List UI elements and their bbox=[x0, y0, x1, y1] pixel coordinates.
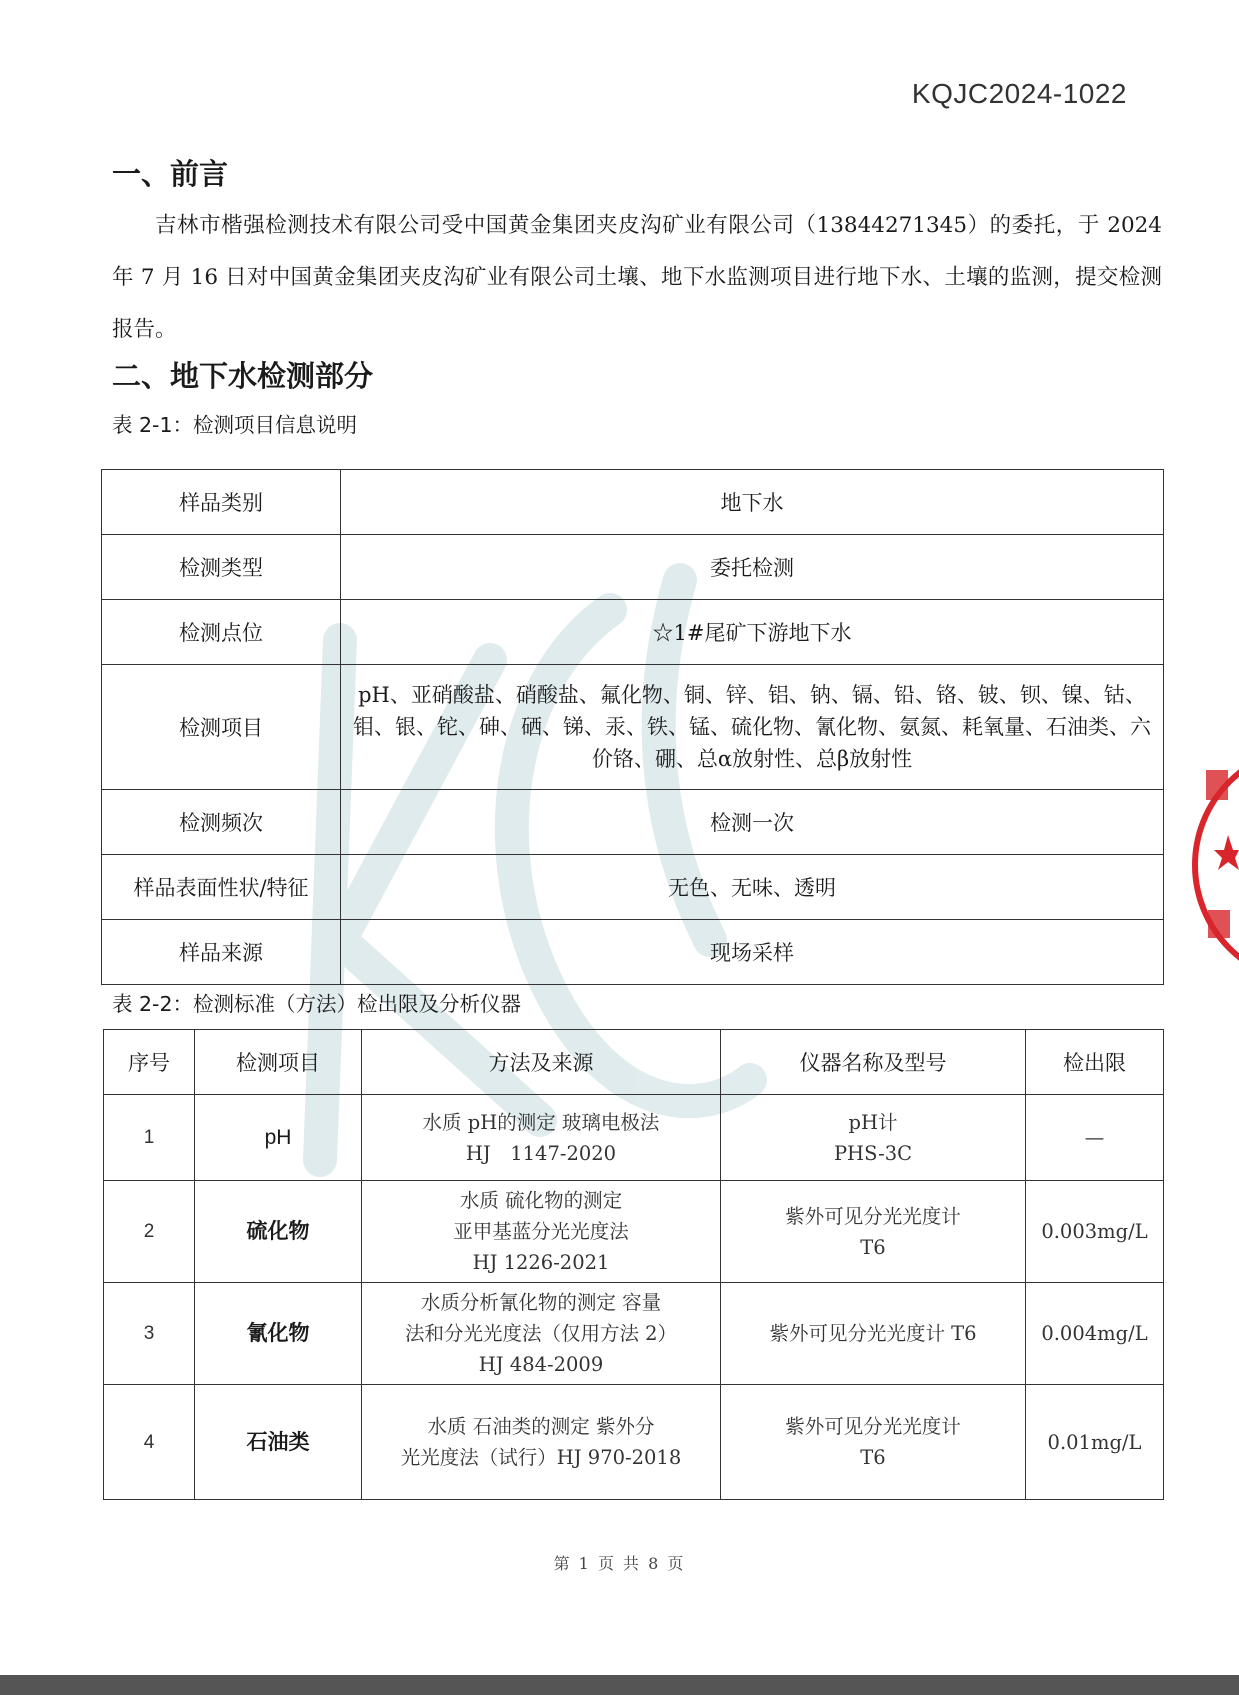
table2-caption: 表 2-2：检测标准（方法）检出限及分析仪器 bbox=[112, 992, 521, 1016]
row-method: 水质 石油类的测定 紫外分 光光度法（试行）HJ 970-2018 bbox=[362, 1385, 721, 1500]
row-item: 硫化物 bbox=[195, 1181, 362, 1283]
table-header-row bbox=[104, 1030, 1164, 1095]
table-row bbox=[104, 1385, 1164, 1500]
table-row bbox=[104, 1181, 1164, 1283]
section-title-preface: 一、前言 bbox=[112, 157, 229, 191]
row-instrument: 紫外可见分光光度计 T6 bbox=[721, 1181, 1026, 1283]
table-row bbox=[102, 470, 1164, 535]
info-label: 检测类型 bbox=[102, 535, 341, 600]
scan-edge-bar bbox=[0, 1675, 1239, 1695]
col-header-no: 序号 bbox=[104, 1030, 195, 1095]
table1-caption: 表 2-1：检测项目信息说明 bbox=[112, 413, 357, 437]
info-value: ☆1#尾矿下游地下水 bbox=[341, 600, 1164, 665]
row-instrument: pH计 PHS-3C bbox=[721, 1095, 1026, 1181]
table-row bbox=[102, 790, 1164, 855]
row-instrument: 紫外可见分光光度计 T6 bbox=[721, 1385, 1026, 1500]
row-no: 2 bbox=[104, 1181, 195, 1283]
col-header-instrument: 仪器名称及型号 bbox=[721, 1030, 1026, 1095]
table-row bbox=[104, 1095, 1164, 1181]
table-row bbox=[102, 855, 1164, 920]
info-value: 委托检测 bbox=[341, 535, 1164, 600]
row-item: pH bbox=[195, 1095, 362, 1181]
row-no: 4 bbox=[104, 1385, 195, 1500]
row-method: 水质分析氰化物的测定 容量 法和分光光度法（仅用方法 2） HJ 484-2009 bbox=[362, 1283, 721, 1385]
row-no: 3 bbox=[104, 1283, 195, 1385]
col-header-method: 方法及来源 bbox=[362, 1030, 721, 1095]
info-value: 地下水 bbox=[341, 470, 1164, 535]
row-limit: 0.004mg/L bbox=[1026, 1283, 1164, 1385]
row-item: 石油类 bbox=[195, 1385, 362, 1500]
row-instrument: 紫外可见分光光度计 T6 bbox=[721, 1283, 1026, 1385]
table-row bbox=[102, 665, 1164, 790]
info-value: 现场采样 bbox=[341, 920, 1164, 985]
info-value: 无色、无味、透明 bbox=[341, 855, 1164, 920]
info-label: 检测项目 bbox=[102, 665, 341, 790]
table-row bbox=[104, 1283, 1164, 1385]
preface-paragraph: 吉林市楷强检测技术有限公司受中国黄金集团夹皮沟矿业有限公司（13844271345）的委托，于 2024 年 7 月 16 日对中国黄金集团夹皮沟矿业有限公司土壤、地下水监测项目进行地下水、土壤的监测，提交检测报告。 bbox=[112, 213, 1162, 342]
row-method: 水质 硫化物的测定 亚甲基蓝分光光度法 HJ 1226-2021 bbox=[362, 1181, 721, 1283]
info-label: 样品表面性状/特征 bbox=[102, 855, 341, 920]
row-limit: 0.01mg/L bbox=[1026, 1385, 1164, 1500]
red-seal-stamp bbox=[1188, 740, 1239, 990]
row-method: 水质 pH的测定 玻璃电极法 HJ 1147-2020 bbox=[362, 1095, 721, 1181]
table-row bbox=[102, 920, 1164, 985]
col-header-item: 检测项目 bbox=[195, 1030, 362, 1095]
row-no: 1 bbox=[104, 1095, 195, 1181]
info-label: 样品来源 bbox=[102, 920, 341, 985]
info-value: 检测一次 bbox=[341, 790, 1164, 855]
row-limit: 0.003mg/L bbox=[1026, 1181, 1164, 1283]
info-label: 检测频次 bbox=[102, 790, 341, 855]
method-instrument-table bbox=[103, 1029, 1164, 1500]
row-item: 氰化物 bbox=[195, 1283, 362, 1385]
page-footer: 第 1 页 共 8 页 bbox=[553, 1554, 686, 1573]
info-label: 样品类别 bbox=[102, 470, 341, 535]
info-value-test-items: pH、亚硝酸盐、硝酸盐、氟化物、铜、锌、铝、钠、镉、铅、铬、铍、钡、镍、钴、钼、银、铊、砷、硒、锑、汞、铁、锰、硫化物、氰化物、氨氮、耗氧量、石油类、六价铬、硼、总α放射性、总β放射性 bbox=[341, 665, 1164, 790]
info-label: 检测点位 bbox=[102, 600, 341, 665]
section-title-groundwater: 二、地下水检测部分 bbox=[112, 359, 374, 393]
table-row bbox=[102, 535, 1164, 600]
document-number: KQJC2024-1022 bbox=[911, 78, 1127, 109]
sample-info-table bbox=[101, 469, 1164, 985]
table-row bbox=[102, 600, 1164, 665]
row-limit: — bbox=[1026, 1095, 1164, 1181]
col-header-limit: 检出限 bbox=[1026, 1030, 1164, 1095]
